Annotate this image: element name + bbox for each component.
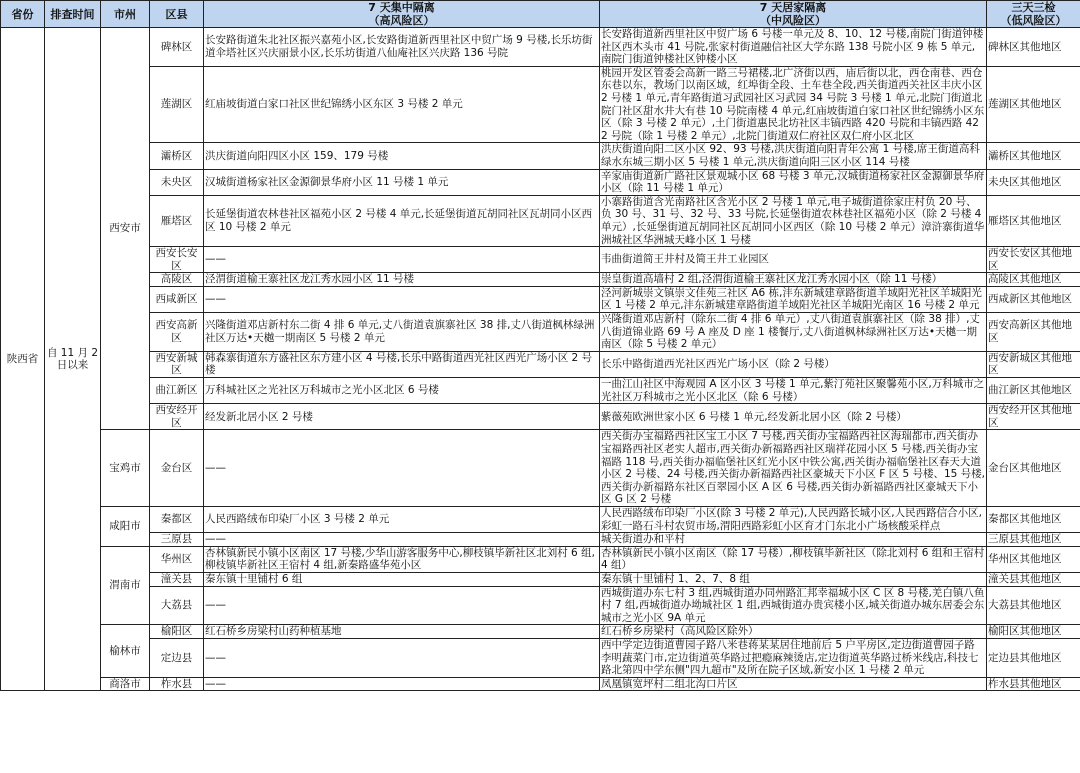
high-risk-cell: 红石桥乡房梁村山药种植基地 (204, 625, 600, 639)
low-risk-cell: 碑林区其他地区 (987, 28, 1080, 67)
table-row (1, 286, 1080, 312)
table-row (1, 506, 1080, 532)
low-risk-cell: 西安长安区其他地区 (987, 247, 1080, 273)
high-risk-cell: 红庙坡街道白家口社区世纪锦绣小区东区 3 号楼 2 单元 (204, 66, 600, 143)
low-risk-cell: 莲湖区其他地区 (987, 66, 1080, 143)
district-cell: 雁塔区 (150, 195, 204, 246)
table-row (1, 677, 1080, 691)
mid-risk-cell: 人民西路绒布印染厂小区(除 3 号楼 2 单元),人民西路长城小区,人民西路信合小区,彩虹一路石斗村农贸市场,渭阳西路彩虹小区育才门东北小广场核酸采样点 (600, 506, 987, 532)
high-risk-cell: —— (204, 247, 600, 273)
district-cell: 秦都区 (150, 506, 204, 532)
table-row (1, 546, 1080, 572)
city-cell: 商洛市 (101, 677, 150, 691)
high-risk-cell: —— (204, 677, 600, 691)
district-cell: 华州区 (150, 546, 204, 572)
high-risk-cell: —— (204, 286, 600, 312)
low-risk-cell: 华州区其他地区 (987, 546, 1080, 572)
table-row (1, 572, 1080, 586)
low-risk-cell: 柞水县其他地区 (987, 677, 1080, 691)
header-mid-risk: 7 天居家隔离 （中风险区） (600, 1, 987, 28)
mid-risk-cell: 紫薇苑欧洲世家小区 6 号楼 1 单元,经发新北居小区（除 2 号楼） (600, 404, 987, 430)
mid-risk-cell: 崇皇街道高墙村 2 组,泾渭街道榆王寨社区龙江秀水园小区（除 11 号楼） (600, 273, 987, 287)
table-row (1, 66, 1080, 143)
mid-risk-cell: 西关街办宝福路西社区宝工小区 7 号楼,西关街办宝福路西社区海瑞都市,西关街办宝福路西社区老实人超市,西关街办新福路西社区瑞祥花园小区 5 号楼,西关街办宝福路 118 号,西关街办福临堡社区红光小区中铁公寓,西关街办福临堡社区春天大道小区 2 号楼、24 号楼,西关街办新福路西社区豪城天下小区 F 区 5 号楼、15 号楼,西关街办新福路东社区百翠园小区 A 区 6 号楼,西关街办新福路西社区豪城天下小区 G 区 2 号楼 (601, 430, 985, 506)
mid-risk-cell: 一曲江山社区中海观园 A 区小区 3 号楼 1 单元,紫汀苑社区聚馨苑小区,万科城市之光社区万科城市之光小区北区（除 6 号楼） (600, 378, 987, 404)
low-risk-cell: 灞桥区其他地区 (987, 143, 1080, 169)
table-row (1, 195, 1080, 246)
mid-risk-cell: 长乐中路街道西光社区西光广场小区（除 2 号楼） (600, 351, 987, 377)
high-risk-cell: 兴隆街道邓店新村东二街 4 排 6 单元,丈八街道袁旗寨社区 38 排,丈八街道枫林绿洲社区万达•天樾一期南区 5 号楼 2 单元 (204, 313, 600, 352)
mid-risk-cell: 西中学定边街道曹园子路八米巷蒋某某居住地前后 5 户平房区,定边街道曹园子路李明蔬菜门市,定边街道英华路过把瘾麻辣烫店,定边街道英华路过桥米线店,科技七路北第四中学东侧"四九超市"及所在院子区域,新安小区 1 号楼 2 单元 (600, 638, 987, 677)
mid-risk-cell: 辛家庙街道新广路社区景观城小区 68 号楼 3 单元,汉城街道杨家社区金源御景华府小区（除 11 号楼 1 单元） (600, 169, 987, 195)
table-row (1, 351, 1080, 377)
table-row (1, 638, 1080, 677)
table-row (1, 273, 1080, 287)
table-row (1, 586, 1080, 625)
high-risk-cell: —— (204, 586, 600, 625)
high-risk-cell: 长延堡街道农林巷社区福苑小区 2 号楼 4 单元,长延堡街道瓦胡同社区瓦胡同小区西区 10 号楼 2 单元 (204, 195, 600, 246)
district-cell: 西安新城区 (150, 351, 204, 377)
high-risk-cell: 万科城社区之光社区万科城市之光小区北区 6 号楼 (204, 378, 600, 404)
low-risk-cell: 曲江新区其他地区 (987, 378, 1080, 404)
table-row (1, 169, 1080, 195)
header-province: 省份 (1, 1, 45, 28)
district-cell: 金台区 (150, 430, 204, 507)
city-cell: 西安市 (101, 28, 150, 430)
table-row (1, 28, 1080, 67)
mid-risk-cell: 红石桥乡房梁村（高风险区除外） (600, 625, 987, 639)
district-cell: 西安高新区 (150, 313, 204, 352)
high-risk-cell: —— (204, 430, 600, 507)
district-cell: 柞水县 (150, 677, 204, 691)
district-cell: 曲江新区 (150, 378, 204, 404)
district-cell: 未央区 (150, 169, 204, 195)
mid-risk-cell: 小寨路街道含光南路社区含光小区 2 号楼 1 单元,电子城街道徐家庄村负 20 号、负 30 号、31 号、32 号、33 号院,长延堡街道农林巷社区福苑小区（除 2 号楼 4 单元）,长延堡街道瓦胡同社区瓦胡同小区西区（除 10 号楼 2 单元）漳浒寨街道华洲城社区华洲城天峰小区 1 号楼 (600, 195, 987, 246)
province-cell: 陕西省 (1, 28, 45, 691)
district-cell: 大荔县 (150, 586, 204, 625)
mid-risk-cell: 桃园开发区管委会高新一路三号裙楼,北广济街以西，庙后街以北，西仓南巷、西仓东巷以东，教场门以南区域，红埠街全段、土车巷全段,西关街道西关社区丰庆小区 2 号楼 1 单元,青年路街道习武园社区习武园 34 号院 3 号楼 1 单元,北院门街道北院门社区甜水井大有巷 10 号院南楼 4 单元,红庙坡街道白家口社区世纪锦绣小区东区（除 3 号楼 2 单元）,土门街道惠民北坊社区丰镐西路 420 号院和丰镐西路 422 号院（除 1 号楼 2 单元）,北院门街道双仁府社区双仁府小区北区 (600, 66, 987, 143)
district-cell: 碑林区 (150, 28, 204, 67)
time-cell: 自 11 月 2 日以来 (45, 28, 101, 691)
low-risk-cell: 雁塔区其他地区 (987, 195, 1080, 246)
district-cell: 莲湖区 (150, 66, 204, 143)
header-time: 排查时间 (45, 1, 101, 28)
high-risk-cell: 经发新北居小区 2 号楼 (204, 404, 600, 430)
district-cell: 潼关县 (150, 572, 204, 586)
district-cell: 灞桥区 (150, 143, 204, 169)
table-row (1, 625, 1080, 639)
table-row (1, 313, 1080, 352)
low-risk-cell: 西安新城区其他地区 (987, 351, 1080, 377)
high-risk-cell: —— (204, 638, 600, 677)
low-risk-cell: 西安经开区其他地区 (987, 404, 1080, 430)
high-risk-cell: 泾渭街道榆王寨社区龙江秀水园小区 11 号楼 (204, 273, 600, 287)
header-low-risk: 三天三检 （低风险区） (987, 1, 1080, 28)
mid-risk-cell: 凤凰镇宽坪村二组北沟口片区 (600, 677, 987, 691)
low-risk-cell: 大荔县其他地区 (987, 586, 1080, 625)
low-risk-cell: 西安高新区其他地区 (987, 313, 1080, 352)
header-district: 区县 (150, 1, 204, 28)
table-row (1, 247, 1080, 273)
high-risk-cell: 洪庆街道向阳四区小区 159、179 号楼 (204, 143, 600, 169)
low-risk-cell: 西咸新区其他地区 (987, 286, 1080, 312)
mid-risk-cell: 城关街道办和平村 (600, 533, 987, 547)
mid-risk-cell: 洪庆街道向阳二区小区 92、93 号楼,洪庆街道向阳青年公寓 1 号楼,席王街道高科绿水东城三期小区 5 号楼 1 单元,洪庆街道向阳三区小区 114 号楼 (600, 143, 987, 169)
table-row (1, 378, 1080, 404)
district-cell: 榆阳区 (150, 625, 204, 639)
table-row (1, 533, 1080, 547)
high-risk-cell: 杏林镇新民小镇小区南区 17 号楼,少华山游客服务中心,柳枝镇毕新社区北刘村 6 组,柳枝镇毕新社区王宿村 4 组,新秦路盛华苑小区 (204, 546, 600, 572)
district-cell: 高陵区 (150, 273, 204, 287)
low-risk-cell: 秦都区其他地区 (987, 506, 1080, 532)
table-row (1, 143, 1080, 169)
district-cell: 西安长安区 (150, 247, 204, 273)
city-cell: 渭南市 (101, 546, 150, 625)
low-risk-cell: 榆阳区其他地区 (987, 625, 1080, 639)
low-risk-cell: 金台区其他地区 (987, 430, 1080, 507)
header-row (1, 1, 1080, 28)
district-cell: 定边县 (150, 638, 204, 677)
high-risk-cell: 人民西路绒布印染厂小区 3 号楼 2 单元 (204, 506, 600, 532)
mid-risk-cell: 杏林镇新民小镇小区南区（除 17 号楼）,柳枝镇毕新社区（除北刘村 6 组和王宿村 4 组） (600, 546, 987, 572)
mid-risk-cell: 韦曲街道简王井村及简王井工业园区 (600, 247, 987, 273)
header-city: 市州 (101, 1, 150, 28)
low-risk-cell: 高陵区其他地区 (987, 273, 1080, 287)
mid-risk-cell: 长安路街道新西里社区中贸广场 6 号楼一单元及 8、10、12 号楼,南院门街道钟楼社区西木头市 41 号院,张家村街道融信社区大学东路 138 号院小区 9 栋 5 单元,南院门街道钟楼社区钟楼小区 (600, 28, 987, 67)
low-risk-cell: 三原县其他地区 (987, 533, 1080, 547)
district-cell: 西咸新区 (150, 286, 204, 312)
city-cell: 咸阳市 (101, 506, 150, 546)
high-risk-cell: 汉城街道杨家社区金源御景华府小区 11 号楼 1 单元 (204, 169, 600, 195)
high-risk-cell: 秦东镇十里铺村 6 组 (204, 572, 600, 586)
table-row (1, 430, 1080, 507)
city-cell: 宝鸡市 (101, 430, 150, 507)
mid-risk-cell: 泾河新城崇文镇崇文佳苑三社区 A6 栋,沣东新城建章路街道羊域阳光社区羊城阳光区 1 号楼 2 单元,沣东新城建章路街道羊域阳光社区羊城阳光南区 16 号楼 2 单元 (600, 286, 987, 312)
high-risk-cell: —— (204, 533, 600, 547)
low-risk-cell: 定边县其他地区 (987, 638, 1080, 677)
high-risk-cell: 韩森寨街道东方盛社区东方建小区 4 号楼,长乐中路街道西光社区西光广场小区 2 号楼 (204, 351, 600, 377)
district-cell: 三原县 (150, 533, 204, 547)
low-risk-cell: 未央区其他地区 (987, 169, 1080, 195)
mid-risk-cell: 秦东镇十里铺村 1、2、7、8 组 (600, 572, 987, 586)
district-cell: 西安经开区 (150, 404, 204, 430)
table-row (1, 404, 1080, 430)
low-risk-cell: 潼关县其他地区 (987, 572, 1080, 586)
header-high-risk: 7 天集中隔离 （高风险区） (204, 1, 600, 28)
mid-risk-cell: 兴隆街道邓店新村（除东二街 4 排 6 单元）,丈八街道袁旗寨社区（除 38 排）,丈八街道锦业路 69 号 A 座及 D 座 1 楼餐厅,丈八街道枫林绿洲社区万达•天樾一期南区（除 5 号楼 2 单元） (600, 313, 987, 352)
mid-risk-cell: 西城街道办东七村 3 组,西城街道办同州路汇邦幸福城小区 C 区 8 号楼,羌白镇八鱼村 7 组,西城街道办坳城社区 1 组,西城街道办贵宾楼小区,城关街道办城东居委会东城市之光小区 9A 单元 (600, 586, 987, 625)
high-risk-cell: 长安路街道朱北社区振兴嘉苑小区,长安路街道新西里社区中贸广场 9 号楼,长乐坊街道伞塔社区兴庆丽景小区,长乐坊街道八仙庵社区兴庆路 136 号院 (204, 28, 600, 67)
city-cell: 榆林市 (101, 625, 150, 677)
